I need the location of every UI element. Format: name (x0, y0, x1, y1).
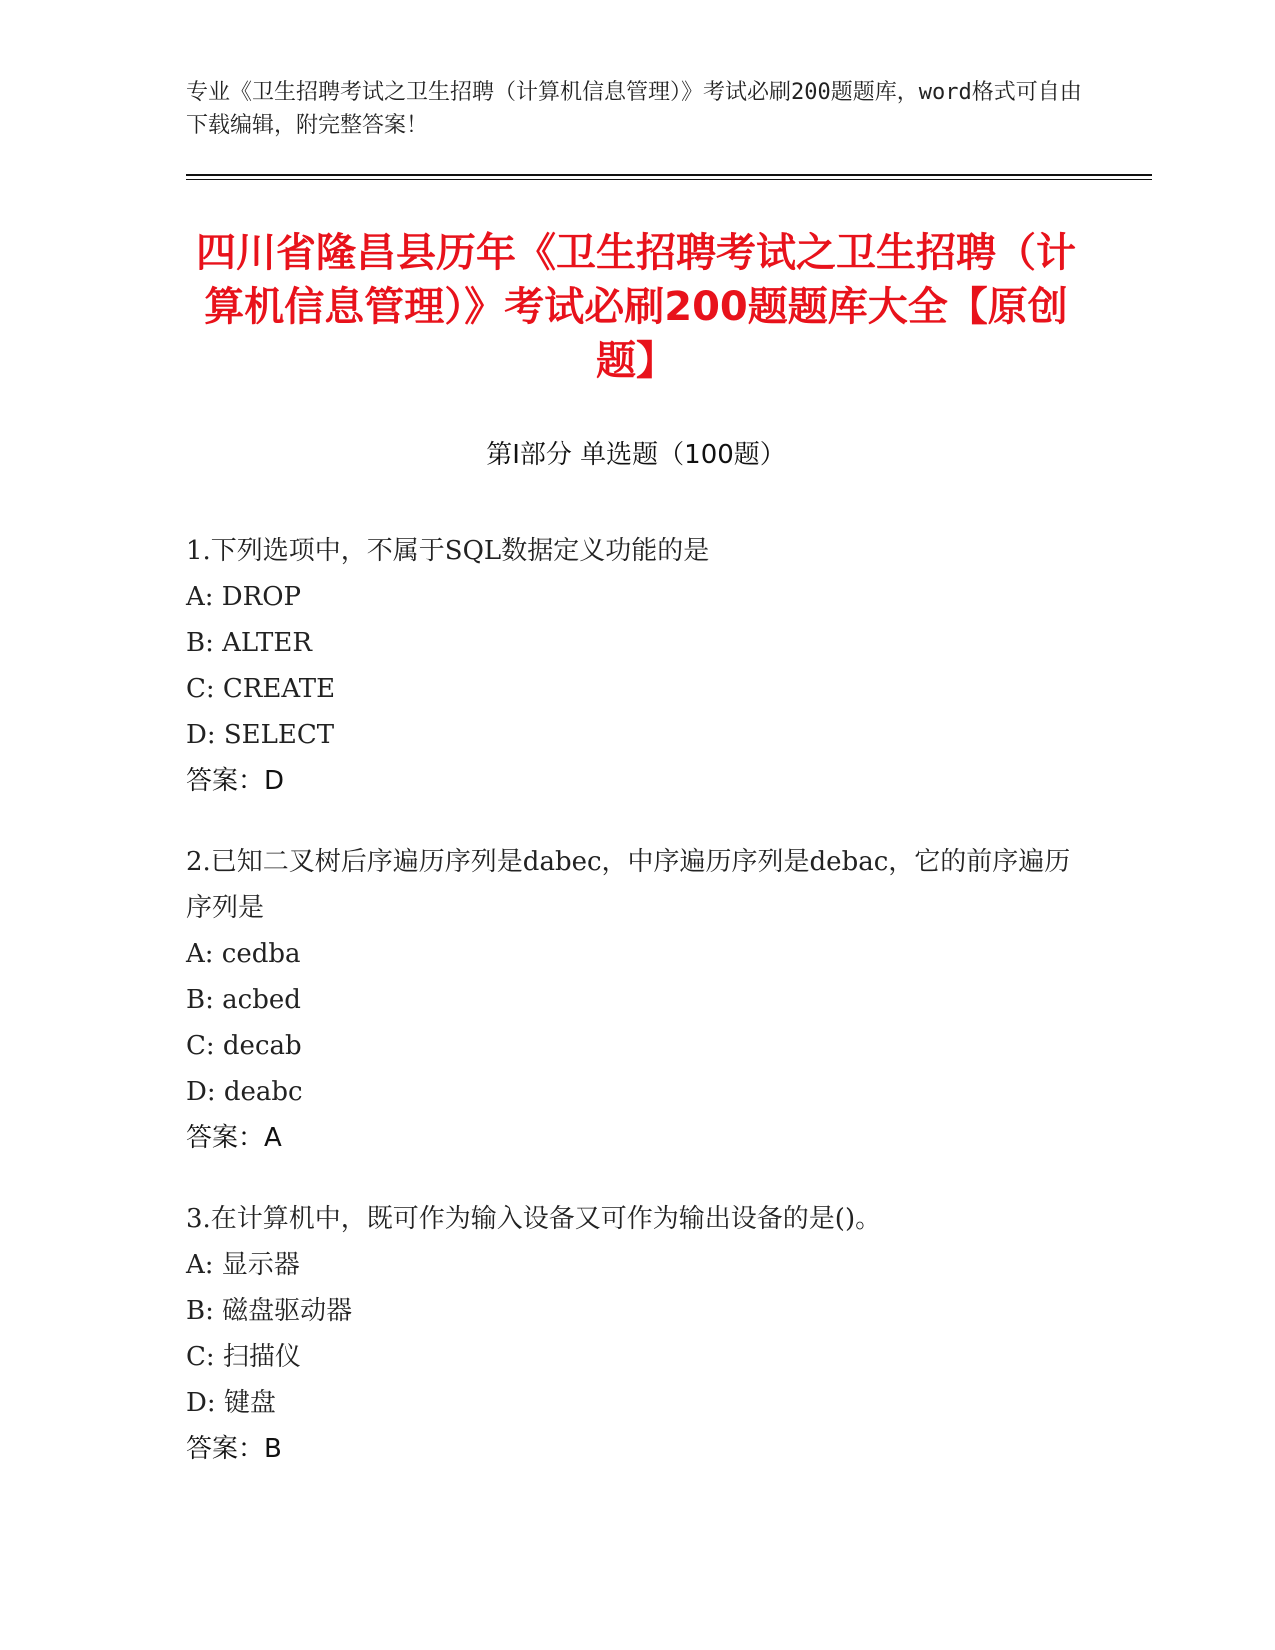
answer: 答案：B (186, 1434, 282, 1464)
question-text: 1.下列选项中，不属于SQL数据定义功能的是 (186, 536, 710, 566)
header-divider (186, 174, 1152, 176)
option-c: C: 扫描仪 (186, 1342, 301, 1372)
header-divider-thin (186, 179, 1152, 180)
option-c: C: decab (186, 1031, 302, 1061)
option-d: D: deabc (186, 1077, 303, 1107)
option-b: B: acbed (186, 985, 301, 1015)
question-text: 3.在计算机中，既可作为输入设备又可作为输出设备的是()。 (186, 1204, 882, 1234)
option-a: A: 显示器 (186, 1250, 300, 1280)
header-note: 专业《卫生招聘考试之卫生招聘（计算机信息管理）》考试必刷200题题库，word格式可自由下载编辑，附完整答案！ (186, 80, 1082, 138)
option-b: B: 磁盘驱动器 (186, 1296, 353, 1326)
option-d: D: SELECT (186, 720, 335, 750)
question-1 (186, 528, 1086, 804)
question-2 (186, 839, 1086, 1161)
option-a: A: DROP (186, 582, 302, 612)
question-text: 2.已知二叉树后序遍历序列是dabec，中序遍历序列是debac，它的前序遍历序列是 (186, 847, 1071, 923)
option-a: A: cedba (186, 939, 301, 969)
option-d: D: 键盘 (186, 1388, 276, 1418)
document-title: 四川省隆昌县历年《卫生招聘考试之卫生招聘（计算机信息管理）》考试必刷200题题库大全【原创题】 (196, 230, 1076, 384)
question-list (186, 528, 1086, 1507)
answer: 答案：A (186, 1123, 282, 1153)
option-b: B: ALTER (186, 628, 312, 658)
section-title: 第I部分 单选题（100题） (486, 440, 786, 470)
answer: 答案：D (186, 766, 285, 796)
question-3 (186, 1196, 1086, 1472)
option-c: C: CREATE (186, 674, 336, 704)
